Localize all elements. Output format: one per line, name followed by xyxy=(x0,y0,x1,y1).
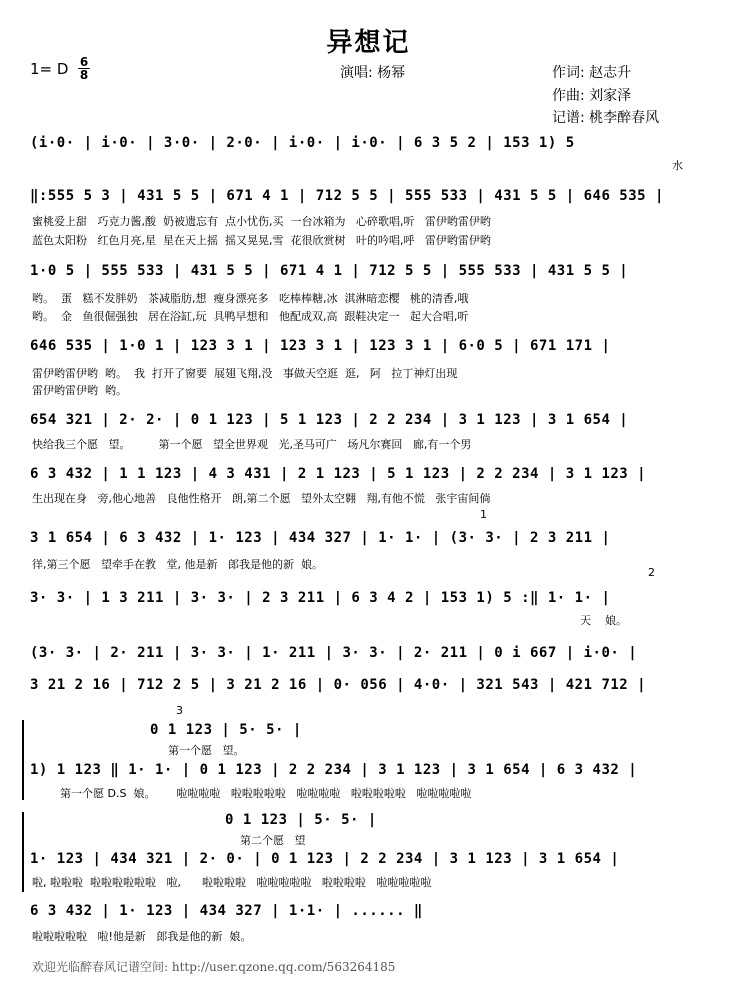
key-signature: 1= D xyxy=(30,60,69,78)
lyric-line-12-upper: 第二个愿 望 xyxy=(240,834,306,847)
lyric-line-8: 天 娘。 xyxy=(580,614,627,627)
lyric-line-13: 啦啦啦啦啦 啦!他是新 郎我是他的新 娘。 xyxy=(32,930,252,943)
score-line-13: 6 3 432 | 1· 123 | 434 327 | 1·1· | ...... ‖ xyxy=(30,903,423,919)
lyric-line-4b: 雷伊哟雷伊哟 哟。 xyxy=(32,384,127,397)
volta-3-number: 3 xyxy=(176,704,183,717)
lyric-line-3a: 哟。 蛋 糕不发胖奶 茶减脂肪,想 瘦身漂亮多 吃棒棒糖,冰 淇淋暗恋樱 桃的清香,哦 xyxy=(32,292,469,305)
score-line-7: 3 1 654 | 6 3 432 | 1· 123 | 434 327 | 1· 1· | (3· 3· | 2 3 211 | xyxy=(30,530,611,546)
lyric-line-5: 快给我三个愿 望。 第一个愿 望全世界观 光,圣马可广 场凡尔赛回 廊,有一个男 xyxy=(32,438,472,451)
lyricist-credit: 作词: 赵志升 xyxy=(552,65,632,81)
score-line-11: 1) 1 123 ‖ 1· 1· | 0 1 123 | 2 2 234 | 3 1 123 | 3 1 654 | 6 3 432 | xyxy=(30,762,638,778)
time-signature-top: 6 xyxy=(79,55,89,69)
lyric-line-2b: 蓝色太阳粉 红色月亮,星 星在天上摇 摇又晃晃,雪 花很欣赏树 叶的吟唱,呼 雷伊哟雷伊哟 xyxy=(32,234,491,247)
volta-2-number: 2 xyxy=(648,566,655,579)
score-line-12-upper: 0 1 123 | 5· 5· | xyxy=(225,812,377,828)
time-signature-bottom: 8 xyxy=(79,68,89,82)
lyric-line-11-upper: 第一个愿 望。 xyxy=(168,744,245,757)
footer-text: 欢迎光临醉春风记谱空间: http://user.qzone.qq.com/563264185 xyxy=(32,960,396,974)
score-line-4: 646 535 | 1·0 1 | 123 3 1 | 123 3 1 | 123 3 1 | 6·0 5 | 671 171 | xyxy=(30,338,611,354)
score-line-3: 1·0 5 | 555 533 | 431 5 5 | 671 4 1 | 712 5 5 | 555 533 | 431 5 5 | xyxy=(30,263,629,279)
lyric-line-3b: 哟。 金 鱼很倔强独 居在浴缸,玩 具鸭早想和 他配成双,高 跟鞋决定一 起大合唱,听 xyxy=(32,310,469,323)
system-bracket-1 xyxy=(22,720,30,800)
score-line-6: 6 3 432 | 1 1 123 | 4 3 431 | 2 1 123 | 5 1 123 | 2 2 234 | 3 1 123 | xyxy=(30,466,647,482)
score-line-10: 3 21 2 16 | 712 2 5 | 3 21 2 16 | 0· 056 | 4·0· | 321 543 | 421 712 | xyxy=(30,677,647,693)
song-title: 异想记 xyxy=(326,28,411,58)
score-line-8: 3· 3· | 1 3 211 | 3· 3· | 2 3 211 | 6 3 4 2 | 153 1) 5 :‖ 1· 1· | xyxy=(30,590,611,606)
singer-credit: 演唱: 杨幂 xyxy=(340,65,406,81)
lyric-line-11: 第一个愿 D.S 娘。 啦啦啦啦 啦啦啦啦啦 啦啦啦啦 啦啦啦啦啦 啦啦啦啦啦 xyxy=(60,787,472,800)
score-line-2: ‖:555 5 3 | 431 5 5 | 671 4 1 | 712 5 5 | 555 533 | 431 5 5 | 646 535 | xyxy=(30,188,664,204)
system-bracket-2 xyxy=(22,812,30,892)
lyric-line-1: 水 xyxy=(672,159,683,172)
transcriber-credit: 记谱: 桃李醉春风 xyxy=(552,110,660,126)
time-signature xyxy=(78,56,90,81)
lyric-line-4a: 雷伊哟雷伊哟 哟。 我 打开了窗要 展翅飞翔,没 事做天空逛 逛, 阿 拉丁神灯出现 xyxy=(32,367,458,380)
score-line-9: (3· 3· | 2· 211 | 3· 3· | 1· 211 | 3· 3· | 2· 211 | 0 i 667 | i·0· | xyxy=(30,645,638,661)
lyric-line-12: 啦, 啦啦啦 啦啦啦啦啦啦 啦, 啦啦啦啦 啦啦啦啦啦 啦啦啦啦 啦啦啦啦啦 xyxy=(32,876,432,889)
lyric-line-2a: 蜜桃爱上甜 巧克力酱,酸 奶被遗忘有 点小忧伤,买 一台冰箱为 心碎歌唱,听 雷伊哟雷伊哟 xyxy=(32,215,491,228)
score-line-11-upper: 0 1 123 | 5· 5· | xyxy=(150,722,302,738)
score-line-5: 654 321 | 2· 2· | 0 1 123 | 5 1 123 | 2 2 234 | 3 1 123 | 3 1 654 | xyxy=(30,412,629,428)
lyric-line-7: 徉,第三个愿 望牵手在教 堂, 他是新 郎我是他的新 娘。 xyxy=(32,558,323,571)
score-line-12: 1· 123 | 434 321 | 2· 0· | 0 1 123 | 2 2 234 | 3 1 123 | 3 1 654 | xyxy=(30,851,620,867)
score-line-1: (i·0· | i·0· | 3·0· | 2·0· | i·0· | i·0· | 6 3 5 2 | 153 1) 5 xyxy=(30,135,575,151)
volta-1-number: 1 xyxy=(480,508,487,521)
composer-credit: 作曲: 刘家泽 xyxy=(552,88,632,104)
lyric-line-6: 生出现在身 旁,他心地善 良他性格开 朗,第二个愿 望外太空翱 翔,有他不慌 张宇宙间倘 xyxy=(32,492,491,505)
